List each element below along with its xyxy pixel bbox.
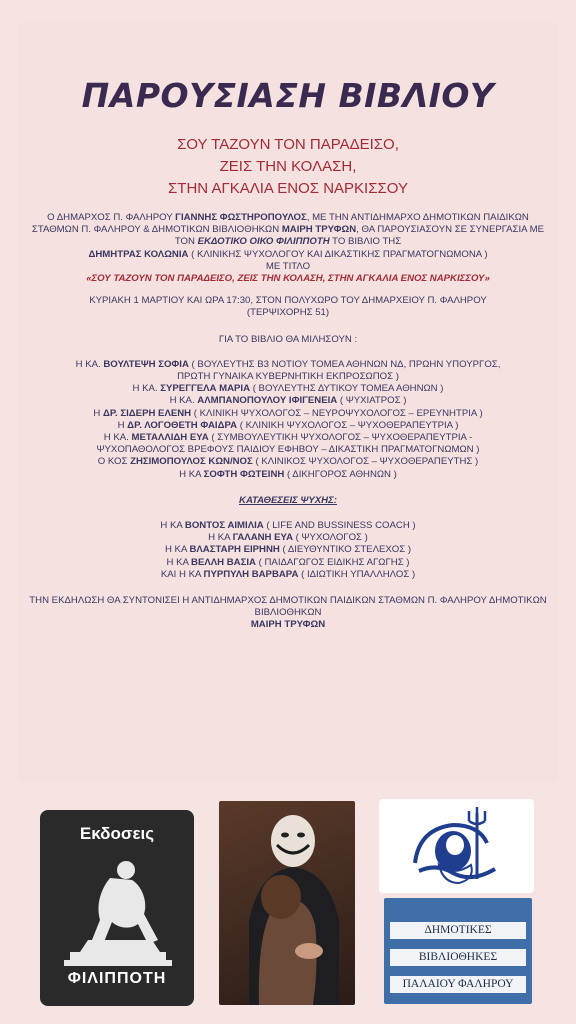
intro-paragraph: [28, 212, 548, 249]
book-subtitle: [0, 134, 576, 200]
person-title: Η ΚΑ: [166, 556, 192, 568]
library-logo-line: ΔΗΜΟΤΙΚΕΣ: [424, 924, 492, 936]
deputy-name: ΜΑΙΡΗ ΤΡΥΦΩΝ: [281, 224, 357, 236]
person-line: [28, 395, 548, 407]
person-title: Η: [93, 407, 103, 419]
person-line: [28, 520, 548, 532]
person-role: ( LIFE AND BUSSINESS COACH ): [263, 520, 416, 532]
person-title: Η ΚΑ: [179, 468, 204, 480]
person-title: Η ΚΑ: [164, 544, 190, 556]
announcement-body: [28, 212, 548, 632]
person-title: Η ΚΑ.: [169, 395, 198, 407]
person-title: Η: [117, 419, 128, 431]
person-line: [28, 532, 548, 544]
person-title: Η ΚΑ.: [132, 383, 161, 395]
person-name: ΣΥΡΕΓΓΕΛΑ ΜΑΡΙΑ: [160, 383, 251, 395]
person-name: ΓΑΛΑΝΗ ΕΥΑ: [232, 532, 294, 544]
person-role: ( ΨΥΧΙΑΤΡΟΣ ): [337, 395, 407, 407]
person-line: [28, 359, 548, 371]
person-role: ( ΚΛΙΝΙΚΗ ΨΥΧΟΛΟΓΟΣ – ΨΥΧΟΘΕΡΑΠΕΥΤΡΙΑ ): [237, 419, 459, 431]
person-name: ΠΥΡΠΥΛΗ ΒΑΡΒΑΡΑ: [203, 568, 299, 580]
closing-text: ΤΗΝ ΕΚΔΗΛΩΣΗ ΘΑ ΣΥΝΤΟΝΙΣΕΙ Η ΑΝΤΙΔΗΜΑΡΧΟΣ ΔΗΜΟΤΙΚΩΝ ΠΑΙΔΙΚΩΝ ΣΤΑΘΜΩΝ Π. ΦΑΛΗΡΟΥ ΔΗΜΟΤΙΚΩΝ ΒΙΒΛΙΟΘΗΚΩΝ: [29, 595, 547, 619]
person-line: [28, 408, 548, 420]
person-role: ( ΠΑΙΔΑΓΩΓΟΣ ΕΙΔΙΚΗΣ ΑΓΩΓΗΣ ): [255, 556, 410, 568]
subtitle-line: ΖΕΙΣ ΤΗΝ ΚΟΛΑΣΗ,: [219, 158, 357, 175]
person-role: ( ΚΛΙΝΙΚΗ ΨΥΧΟΛΟΓΟΣ – ΝΕΥΡΟΨΥΧΟΛΟΓΟΣ – ΕΡΕΥΝΗΤΡΙΑ ): [191, 407, 483, 419]
person-line: [28, 383, 548, 395]
person-title: Ο ΚΟΣ: [97, 456, 131, 468]
book-title: «ΣΟΥ ΤΑΖΟΥΝ ΤΟΝ ΠΑΡΑΔΕΙΣΟ, ΖΕΙΣ ΤΗΝ ΚΟΛΑΣΗ, ΣΤΗΝ ΑΓΚΑΛΙΑ ΕΝΟΣ ΝΑΡΚΙΣΣΟΥ»: [86, 273, 490, 285]
person-role: ( ΒΟΥΛΕΥΤΗΣ Β3 ΝΟΤΙΟΥ ΤΟΜΕΑ ΑΘΗΝΩΝ ΝΔ, ΠΡΩΗΝ ΥΠΟΥΡΓΟΣ,: [188, 358, 501, 370]
library-logo-line: ΒΙΒΛΙΟΘΗΚΕΣ: [418, 951, 498, 963]
publisher-logo-top-text: Εκδοσεις: [79, 824, 155, 843]
publisher-name: ΕΚΔΟΤΙΚΟ ΟΙΚΟ ΦΙΛΙΠΠΟΤΗ: [197, 236, 330, 248]
person-name: ΒΟΥΛΤΕΨΗ ΣΟΦΙΑ: [103, 358, 189, 370]
publisher-logo-bottom-text: ΦΙΛΙΠΠΟΤΗ: [67, 970, 167, 987]
person-name: ΒΟΝΤΟΣ ΑΙΜΙΛΙΑ: [184, 520, 264, 532]
intro-text: Ο ΔΗΜΑΡΧΟΣ Π. ΦΑΛΗΡΟΥ: [47, 212, 176, 223]
person-role: ( ΨΥΧΟΛΟΓΟΣ ): [293, 532, 368, 544]
author-role: ( ΚΛΙΝΙΚΗΣ ΨΥΧΟΛΟΓΟΥ ΚΑΙ ΔΙΚΑΣΤΙΚΗΣ ΠΡΑΓΜΑΤΟΓΝΩΜΟΝΑ ): [188, 248, 488, 260]
author-name: ΔΗΜΗΤΡΑΣ ΚΟΛΩΝΙΑ: [88, 248, 189, 260]
cover-illustration-icon: [219, 801, 355, 1005]
mayor-name: ΓΙΑΝΝΗΣ ΦΩΣΤΗΡΟΠΟΥΛΟΣ: [175, 212, 307, 223]
person-line: [28, 420, 548, 432]
person-line: [28, 569, 548, 581]
testimonies-list: [28, 520, 548, 581]
person-role: ( ΣΥΜΒΟΥΛΕΥΤΙΚΗ ΨΥΧΟΛΟΓΟΣ – ΨΥΧΟΘΕΡΑΠΕΥΤΡΙΑ -: [208, 432, 473, 444]
page-title: ΠΑΡΟΥΣΙΑΣΗ ΒΙΒΛΙΟΥ: [81, 76, 495, 115]
person-line: [28, 432, 548, 444]
person-title: Η ΚΑ: [160, 520, 185, 532]
intro-text: ΤΟ ΒΙΒΛΙΟ ΤΗΣ: [329, 236, 402, 248]
person-line: [28, 456, 548, 468]
testimonies-heading: ΚΑΤΑΘΕΣΕΙΣ ΨΥΧΗΣ:: [239, 494, 337, 506]
person-line: [28, 557, 548, 569]
person-role: ( ΔΙΕΥΘΥΝΤΙΚΟ ΣΤΕΛΕΧΟΣ ): [279, 544, 412, 556]
person-role: ( ΙΔΙΩΤΙΚΗ ΥΠΑΛΛΗΛΟΣ ): [298, 568, 416, 580]
person-title: Η ΚΑ.: [103, 432, 132, 444]
subtitle-line: ΣΟΥ ΤΑΖΟΥΝ ΤΟΝ ΠΑΡΑΔΕΙΣΟ,: [177, 136, 399, 153]
person-role: ( ΚΛΙΝΙΚΟΣ ΨΥΧΟΛΟΓΟΣ – ΨΥΧΟΘΕΡΑΠΕΥΤΗΣ ): [252, 456, 479, 468]
coordinator-name: ΜΑΙΡΗ ΤΡΥΦΩΝ: [250, 619, 326, 631]
person-name: ΒΛΑΣΤΑΡΗ ΕΙΡΗΝΗ: [189, 544, 280, 556]
library-logo-line: ΠΑΛΑΙΟΥ ΦΑΛΗΡΟΥ: [402, 978, 514, 990]
person-line: [28, 444, 548, 456]
speakers-list: [28, 359, 548, 481]
publisher-logo: [40, 810, 194, 1006]
person-name: ΒΕΛΛΗ ΒΑΣΙΑ: [191, 556, 256, 568]
person-line: [28, 469, 548, 481]
person-title: Η ΚΑ.: [75, 358, 104, 370]
title-label: ΜΕ ΤΙΤΛΟ: [265, 260, 311, 272]
person-line: [28, 371, 548, 383]
person-title: Η ΚΑ: [208, 532, 233, 544]
person-role: ( ΒΟΥΛΕΥΤΗΣ ΔΥΤΙΚΟΥ ΤΟΜΕΑ ΑΘΗΝΩΝ ): [250, 383, 444, 395]
poseidon-emblem-icon: [379, 799, 534, 893]
person-title: ΚΑΙ Η ΚΑ: [160, 568, 204, 580]
person-name: ΖΗΣΙΜΟΠΟΥΛΟΣ ΚΩΝ/ΝΟΣ: [130, 456, 253, 468]
person-role: ΨΥΧΟΠΑΘΟΛΟΓΟΣ ΒΡΕΦΟΥΣ ΠΑΙΔΙΟΥ ΕΦΗΒΟΥ – ΔΙΚΑΣΤΙΚΗ ΠΡΑΓΜΑΤΟΓΝΩΜΩΝ ): [96, 444, 480, 456]
person-name: ΔΡ. ΣΙΔΕΡΗ ΕΛΕΝΗ: [102, 407, 192, 419]
subtitle-line: ΣΤΗΝ ΑΓΚΑΛΙΑ ΕΝΟΣ ΝΑΡΚΙΣΣΟΥ: [168, 180, 408, 197]
event-address: (ΤΕΡΨΙΧΟΡΗΣ 51): [246, 307, 330, 319]
person-line: [28, 544, 548, 556]
person-name: ΜΕΤΑΛΛΙΔΗ ΕΥΑ: [131, 432, 209, 444]
person-name: ΑΛΜΠΑΝΟΠΟΥΛΟΥ ΙΦΙΓΕΝΕΙΑ: [197, 395, 338, 407]
person-role: ΠΡΩΤΗ ΓΥΝΑΙΚΑ ΚΥΒΕΡΝΗΤΙΚΗ ΕΚΠΡΟΣΩΠΟΣ ): [177, 371, 399, 383]
author-line: [28, 249, 548, 261]
intro-text: , ΘΑ ΠΑΡΟΥΣΙΑΣΟΥΝ ΣΕ ΣΥΝΕΡΓΑΣΙΑ ΜΕ ΤΟΝ: [174, 224, 545, 248]
intro-text: , ΜΕ ΤΗΝ ΑΝΤΙΔΗΜΑΡΧΟ ΔΗΜΟΤΙΚΩΝ ΠΑΙΔΙΚΩΝ ΣΤΑΘΜΩΝ Π. ΦΑΛΗΡΟΥ & ΔΗΜΟΤΙΚΩΝ ΒΙΒΛΙΟΘΗΚΩΝ: [31, 212, 529, 236]
person-name: ΣΟΦΤΗ ΦΩΤΕΙΝΗ: [203, 468, 285, 480]
event-datetime: ΚΥΡΙΑΚΗ 1 ΜΑΡΤΙΟΥ ΚΑΙ ΩΡΑ 17:30, ΣΤΟΝ ΠΟΛΥΧΩΡΟ ΤΟΥ ΔΗΜΑΡΧΕΙΟΥ Π. ΦΑΛΗΡΟΥ: [89, 295, 487, 307]
person-name: ΔΡ. ΛΟΓΟΘΕΤΗ ΦΑΙΔΡΑ: [127, 419, 238, 431]
speakers-heading: ΓΙΑ ΤΟ ΒΙΒΛΙΟ ΘΑ ΜΙΛΗΣΟΥΝ :: [218, 333, 358, 345]
library-logo: [384, 898, 532, 1004]
book-cover-image: [219, 801, 355, 1005]
municipality-logo: [379, 799, 534, 893]
person-role: ( ΔΙΚΗΓΟΡΟΣ ΑΘΗΝΩΝ ): [284, 468, 397, 480]
